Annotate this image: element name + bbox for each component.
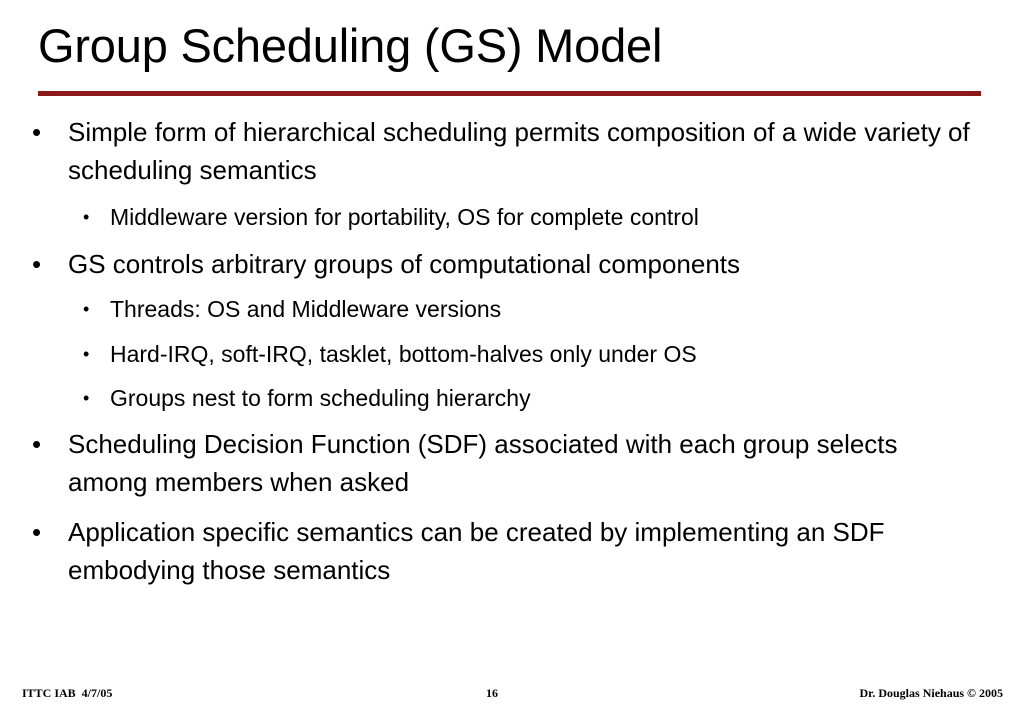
bullet-marker: • xyxy=(32,429,42,459)
sub-bullet-marker: • xyxy=(83,207,90,227)
bullet-marker: • xyxy=(32,517,42,547)
title-divider xyxy=(38,91,981,96)
sub-bullet-item xyxy=(83,339,990,369)
bullet-marker: • xyxy=(32,117,42,147)
sub-bullet-item xyxy=(83,294,990,324)
footer-left-text: ITTC IAB 4/7/05 xyxy=(22,686,113,700)
slide-title: Group Scheduling (GS) Model xyxy=(38,19,663,72)
bullet-text: Simple form of hierarchical scheduling permits composition of a wide variety of scheduling semantics xyxy=(68,117,970,185)
sub-bullet-text: Threads: OS and Middleware versions xyxy=(110,296,502,322)
sub-bullet-marker: • xyxy=(83,344,90,364)
bullet-item xyxy=(32,245,983,283)
bullet-text: GS controls arbitrary groups of computational components xyxy=(68,249,741,279)
sub-bullet-text: Middleware version for portability, OS for complete control xyxy=(110,204,699,230)
bullet-item xyxy=(32,113,983,189)
page-number: 16 xyxy=(486,686,498,700)
sub-bullet-marker: • xyxy=(83,388,90,408)
bullet-text: Scheduling Decision Function (SDF) associated with each group selects among members when asked xyxy=(68,429,898,497)
footer-copyright: Dr. Douglas Niehaus © 2005 xyxy=(859,686,1003,700)
sub-bullet-text: Hard-IRQ, soft-IRQ, tasklet, bottom-halves only under OS xyxy=(110,341,697,367)
bullet-item xyxy=(32,513,983,589)
bullet-item xyxy=(32,425,983,501)
sub-bullet-marker: • xyxy=(83,299,90,319)
bullet-text: Application specific semantics can be created by implementing an SDF embodying those semantics xyxy=(68,517,885,585)
bullet-marker: • xyxy=(32,249,42,279)
sub-bullet-item xyxy=(83,383,990,413)
sub-bullet-item xyxy=(83,202,990,232)
sub-bullet-text: Groups nest to form scheduling hierarchy xyxy=(110,385,531,411)
